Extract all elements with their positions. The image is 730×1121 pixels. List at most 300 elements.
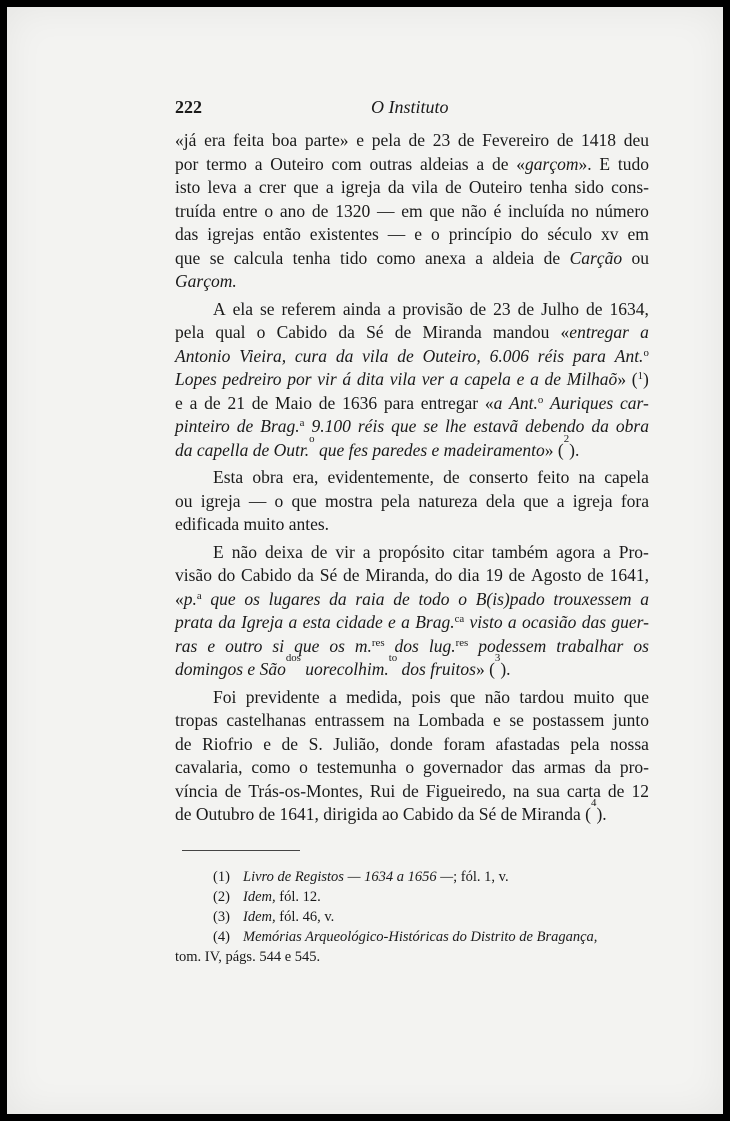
word: como [251, 757, 291, 777]
word: 1634, [609, 298, 649, 319]
word: tenha [292, 247, 331, 268]
word: esta [302, 612, 331, 632]
text-line [175, 541, 649, 565]
word: evidentemente, [327, 467, 434, 487]
word: de [236, 416, 254, 436]
word: 1418 [581, 130, 617, 150]
footnote: (2) Idem, fól. 12. [213, 889, 321, 905]
word: pela [371, 130, 401, 150]
word: deixa [264, 541, 303, 562]
word: afastadas [495, 733, 560, 754]
word: dela [485, 490, 515, 511]
word: calcula [233, 247, 284, 268]
word: Brag.ca [415, 612, 465, 632]
word: o [274, 490, 284, 511]
word: capela [604, 467, 649, 487]
word: S. [308, 733, 323, 754]
word: «p.a [175, 588, 202, 609]
word: Vieira, [239, 345, 287, 366]
word: a [556, 490, 565, 511]
word: Brag.a [260, 416, 305, 436]
word: entregar [420, 392, 479, 413]
word: raia [355, 588, 385, 609]
word: da [594, 757, 611, 777]
text-line [175, 247, 649, 271]
word: e [388, 612, 396, 632]
word: lhe [444, 416, 467, 436]
word: de [491, 153, 509, 174]
word: a [401, 612, 410, 632]
word: da [329, 588, 347, 609]
word: a [254, 153, 263, 174]
word: Outeiro, [422, 345, 481, 366]
word: m.res [354, 635, 385, 656]
word: os [633, 635, 649, 656]
text-line [175, 490, 649, 514]
word: de [311, 200, 329, 221]
word: a [243, 177, 252, 197]
word: não [461, 200, 487, 221]
word: igrejas [207, 224, 254, 244]
word: do [520, 224, 539, 244]
word: a [530, 369, 539, 389]
superscript: dos [285, 652, 301, 664]
word: não [484, 686, 510, 707]
word: vir [317, 369, 337, 389]
text-line [175, 176, 649, 200]
word: na [393, 710, 410, 730]
word: o [458, 588, 467, 609]
text-line [175, 733, 649, 757]
word: a [602, 541, 611, 562]
word: e [175, 392, 183, 413]
word: feita [233, 130, 265, 150]
word: o [264, 200, 274, 221]
word: Pro- [618, 541, 649, 562]
text-run: ). [569, 439, 580, 460]
word: Miranda [422, 322, 482, 342]
word: que [210, 588, 236, 609]
word: obra [615, 416, 649, 436]
word: no [571, 200, 589, 221]
running-title: O Instituto [371, 97, 449, 117]
word: Auriques [550, 392, 614, 413]
word: trouxessem [553, 588, 632, 609]
word: que [294, 635, 320, 656]
text-line [175, 200, 649, 224]
word: dia [458, 565, 480, 585]
word: a [475, 247, 483, 268]
word: 21 [227, 392, 245, 413]
word: a [449, 369, 459, 389]
word: vila [411, 177, 438, 197]
superscript: o [309, 432, 315, 445]
word: Maio [275, 392, 312, 413]
word: leva [207, 177, 237, 197]
word: sua [536, 780, 560, 801]
text-run: » ( [544, 439, 564, 460]
text-line [175, 611, 649, 635]
word: que [291, 490, 317, 511]
word: que [175, 247, 201, 268]
word: por [175, 153, 199, 174]
word: pela [570, 733, 600, 754]
word: Rui [369, 780, 396, 801]
text-line [175, 780, 649, 804]
word: visão [175, 565, 212, 585]
word: ou [631, 247, 649, 268]
word: princípio [448, 224, 512, 244]
word: das [581, 612, 607, 632]
word: dita [356, 369, 385, 389]
paragraph [175, 129, 649, 294]
word: Fevereiro [482, 130, 550, 150]
footnote: (3) Idem, fól. 46, v. [213, 909, 335, 925]
word: igreja [340, 177, 381, 197]
word: outro [225, 635, 263, 656]
word: que [450, 686, 476, 707]
footnote: (1) Livro de Registos — 1634 a 1656 —; fól. 1, v. [213, 869, 509, 885]
word: armas [543, 757, 586, 777]
word: Ant.o [614, 345, 649, 366]
word: da [338, 322, 355, 342]
text-line [175, 415, 649, 439]
word: donde [389, 733, 433, 754]
word: muito [573, 686, 615, 707]
word: os [329, 635, 345, 656]
text-line [175, 635, 649, 659]
word: de [556, 130, 574, 150]
word: tardou [519, 686, 565, 707]
word: a [362, 541, 371, 562]
text-line [175, 270, 649, 294]
word: todo [418, 588, 450, 609]
word: de [394, 322, 412, 342]
word: Esta [213, 467, 244, 487]
word: de [343, 565, 360, 585]
word: o [431, 224, 440, 244]
word: Antonio [175, 345, 231, 366]
word: de [310, 541, 328, 562]
paragraph [175, 541, 649, 682]
page-header [175, 97, 655, 119]
word: cavalaria, [175, 757, 243, 777]
word: pois [411, 686, 441, 707]
word: tenha [529, 177, 568, 197]
word: ainda [342, 298, 381, 319]
word: de [443, 467, 460, 487]
word: truída [175, 200, 216, 221]
word: — [387, 224, 406, 244]
word: não [231, 541, 257, 562]
word: na [513, 780, 530, 801]
word: Sé [366, 322, 384, 342]
word: ver [421, 369, 445, 389]
word: ocasião [521, 612, 577, 632]
word: citar [452, 541, 484, 562]
footnote-continuation: tom. IV, págs. 544 e 545. [175, 949, 321, 965]
word: de [445, 177, 462, 197]
word: igreja [200, 490, 241, 511]
italic-text: Garçom. [175, 271, 237, 291]
text-line [175, 797, 649, 827]
word: fora [620, 490, 649, 511]
word: para [383, 392, 414, 413]
word: A [213, 298, 226, 319]
italic-text: que fes paredes e madeiramento [318, 439, 545, 460]
word: lug.res [428, 635, 469, 656]
word: a [189, 392, 198, 413]
word: entre [222, 200, 258, 221]
word: si [272, 635, 285, 656]
word: aldeia [492, 247, 535, 268]
word: testemunha [316, 757, 397, 777]
word: 9.100 [311, 416, 351, 436]
word: de [224, 780, 242, 801]
word: a [476, 153, 485, 174]
word: a [329, 686, 337, 707]
word: de [393, 588, 410, 609]
word: de [469, 298, 487, 319]
word: Lombada [418, 710, 485, 730]
word: Igreja [241, 612, 284, 632]
paragraph [175, 298, 649, 463]
word: obra [252, 467, 284, 487]
word: Figueiredo, [425, 780, 506, 801]
word: «entregar [560, 322, 629, 342]
text-run: ). [596, 804, 607, 824]
word: «garçom». [516, 153, 592, 174]
footnotes [175, 867, 649, 967]
word: ano [279, 200, 306, 221]
word: em [627, 224, 649, 244]
word: de [517, 298, 535, 319]
word: se [209, 247, 225, 268]
footnote-divider [182, 850, 300, 851]
word: de [318, 392, 336, 413]
word: e [207, 635, 216, 656]
word: debendo [525, 416, 585, 436]
word: — [248, 490, 267, 511]
word: Lopes [175, 369, 217, 389]
word: se [509, 710, 524, 730]
word: réis [537, 345, 565, 366]
word: outras [369, 153, 413, 174]
word: feito [537, 467, 570, 487]
word: natureza [418, 490, 478, 511]
word: Riofrio [202, 733, 253, 754]
word: então [262, 224, 301, 244]
word: era [204, 130, 226, 150]
word: das [175, 224, 199, 244]
text-line [175, 298, 649, 322]
word: E [213, 541, 224, 562]
word: Julho [541, 298, 580, 319]
text-line [175, 432, 649, 463]
word: tido [340, 247, 368, 268]
word: se [423, 416, 438, 436]
word: castelhanas [226, 710, 307, 730]
word: sido [574, 177, 604, 197]
word: da [297, 565, 314, 585]
word: século [547, 224, 593, 244]
italic-text: domingos e São [175, 659, 286, 679]
word: propósito [378, 541, 445, 562]
word: guer- [611, 612, 649, 632]
word: de [544, 369, 562, 389]
word: conserto [468, 467, 529, 487]
word: por [287, 369, 312, 389]
word: Ant.o [509, 392, 544, 413]
word: governador [422, 757, 503, 777]
word: do [434, 565, 453, 585]
word: 1320 [335, 200, 371, 221]
word: de [251, 392, 269, 413]
word: prata [175, 612, 213, 632]
word: a [387, 298, 396, 319]
word: 1641, [609, 565, 649, 585]
word: Carção [569, 247, 623, 268]
word: 23 [493, 298, 511, 319]
word: 19 [485, 565, 503, 585]
word: ou [175, 490, 193, 511]
word: de [457, 130, 475, 150]
word: Miranda, [365, 565, 430, 585]
word: para [572, 345, 606, 366]
italic-text: uorecolhim. [305, 659, 389, 679]
word: pro- [619, 757, 649, 777]
paragraph [175, 686, 649, 827]
word: parte» [304, 130, 349, 150]
word: junto [613, 710, 649, 730]
text-line [175, 129, 649, 153]
word: medida, [346, 686, 403, 707]
word: pela [175, 322, 205, 342]
word: Outeiro [270, 153, 324, 174]
word: visto [469, 612, 503, 632]
word: Agosto [530, 565, 582, 585]
word: os [244, 588, 260, 609]
word: e [356, 130, 365, 150]
word: de [175, 733, 192, 754]
word: que [623, 686, 649, 707]
word: á [342, 369, 352, 389]
word: ras [175, 635, 198, 656]
word: a [640, 322, 649, 342]
text-run: de Outubro de 1641, dirigida ao Cabido da Sé de Miranda ( [175, 804, 592, 824]
book-page [7, 7, 723, 1114]
word: incluída [508, 200, 565, 221]
word: xv [601, 224, 619, 244]
word: pela [380, 490, 411, 511]
word: trabalhar [556, 635, 624, 656]
word: Cabido [276, 322, 328, 342]
superscript: to [388, 652, 398, 664]
word: que [391, 416, 417, 436]
word: nossa [610, 733, 649, 754]
word: que [293, 177, 319, 197]
word: boa [271, 130, 298, 150]
word: qual [215, 322, 246, 342]
page-number: 222 [175, 97, 202, 117]
word: de [281, 733, 299, 754]
word: da [591, 416, 609, 436]
text-run: ). [500, 659, 511, 679]
word: das [511, 757, 535, 777]
text-line [175, 564, 649, 588]
word: tropas [175, 710, 218, 730]
word: Cabido [241, 565, 292, 585]
text-line [175, 513, 649, 537]
word: dos [394, 635, 419, 656]
text-run: edificada muito antes. [175, 514, 330, 534]
superscript: 3 [494, 652, 501, 664]
word: agora [556, 541, 595, 562]
word: pinteiro [175, 416, 230, 436]
word: Milhaõ» [566, 369, 627, 389]
word: com [331, 153, 362, 174]
word: de [397, 345, 414, 366]
word: previdente [245, 686, 320, 707]
word: e [414, 224, 423, 244]
word: de [543, 247, 561, 268]
italic-text: dos fruitos [401, 659, 476, 679]
word: que [429, 200, 455, 221]
text-line [175, 652, 649, 682]
word: — [376, 200, 395, 221]
word: podessem [478, 635, 547, 656]
paragraph [175, 466, 649, 537]
word: de [204, 392, 221, 413]
word: car- [620, 392, 649, 413]
word: aldeias [420, 153, 469, 174]
word: existentes [309, 224, 379, 244]
footnote: (4) Memórias Arqueológico-Históricas do Distrito de Bragança, [213, 929, 598, 945]
word: Sé [319, 565, 338, 585]
word: o [299, 757, 308, 777]
text-line [175, 588, 649, 612]
word: número [595, 200, 649, 221]
text-line [175, 709, 649, 733]
word: da [387, 177, 405, 197]
word: em [401, 200, 423, 221]
word: «a [484, 392, 503, 413]
word: réis [357, 416, 385, 436]
word: isto [175, 177, 201, 197]
word: da [335, 345, 354, 366]
word: do [217, 565, 236, 585]
superscript: 4 [591, 797, 597, 809]
word: na [578, 467, 596, 487]
word: de [508, 565, 526, 585]
word: «já [175, 130, 197, 150]
word: de [402, 780, 419, 801]
text-run: » ( [475, 659, 495, 679]
text-line [175, 368, 649, 392]
word: e [492, 710, 501, 730]
word: também [491, 541, 549, 562]
word: Outeiro [468, 177, 523, 197]
word: deu [623, 130, 649, 150]
word: e [516, 369, 525, 389]
word: se [259, 298, 275, 319]
text-line [175, 466, 649, 490]
word: provisão [402, 298, 463, 319]
word: o [256, 322, 266, 342]
word: da [218, 612, 236, 632]
word: carta [566, 780, 601, 801]
word: e [263, 733, 271, 754]
